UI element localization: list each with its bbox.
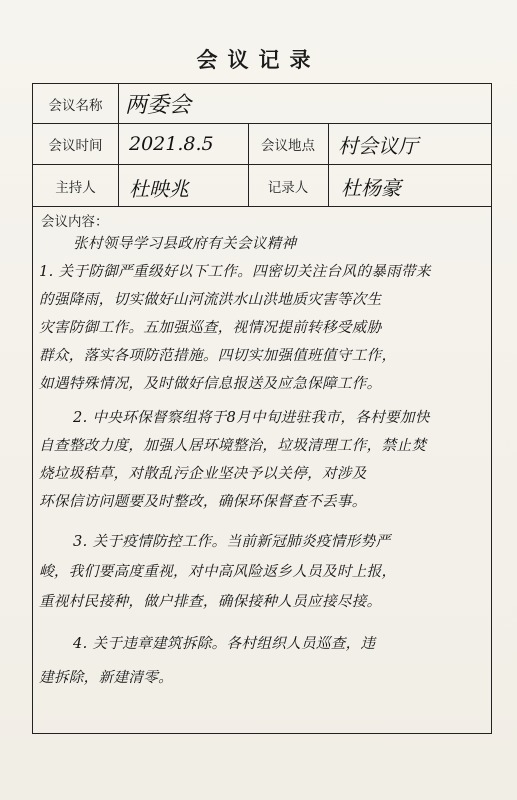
content-line: 重视村民接种，做户排查，确保接种人员应接尽接。 <box>39 593 382 610</box>
value-host: 杜映兆 <box>129 177 189 201</box>
content-line: 的强降雨，切实做好山河流洪水山洪地质灾害等次生 <box>39 291 382 308</box>
label-meeting-content: 会议内容： <box>41 214 109 230</box>
meeting-record-form <box>32 83 492 734</box>
content-line: 1. 关于防御严重级好以下工作。四密切关注台风的暴雨带来 <box>39 263 431 280</box>
divider <box>118 165 119 206</box>
content-line: 自查整改力度，加强人居环境整治，垃圾清理工作，禁止焚 <box>39 437 427 454</box>
value-meeting-place: 村会议厅 <box>338 134 418 158</box>
value-meeting-time: 2021.8.5 <box>129 133 214 155</box>
label-meeting-place: 会议地点 <box>261 138 315 154</box>
row-host-recorder <box>33 165 491 207</box>
content-line: 如遇特殊情况，及时做好信息报送及应急保障工作。 <box>39 375 382 392</box>
content-line: 建拆除，新建清零。 <box>39 669 174 686</box>
content-line: 峻，我们要高度重视，对中高风险返乡人员及时上报， <box>39 563 397 580</box>
divider <box>328 124 329 164</box>
value-recorder: 杜杨豪 <box>341 176 401 200</box>
label-host: 主持人 <box>55 179 96 196</box>
label-meeting-name: 会议名称 <box>48 97 103 114</box>
row-time-place <box>33 124 491 165</box>
content-line: 2. 中央环保督察组将于8月中旬进驻我市，各村要加快 <box>73 409 430 426</box>
page-title: 会议记录 <box>196 47 321 72</box>
content-line: 烧垃圾秸草，对散乱污企业坚决予以关停，对涉及 <box>39 465 367 482</box>
row-meeting-name <box>33 84 491 124</box>
label-meeting-time: 会议时间 <box>48 138 103 154</box>
divider <box>328 165 329 206</box>
content-line: 张村领导学习县政府有关会议精神 <box>73 235 297 252</box>
label-recorder: 记录人 <box>267 179 309 196</box>
divider <box>118 124 119 164</box>
value-meeting-name: 两委会 <box>125 93 192 118</box>
content-line: 灾害防御工作。五加强巡查，视情况提前转移受威胁 <box>39 319 382 336</box>
content-line: 4. 关于违章建筑拆除。各村组织人员巡查，违 <box>73 635 376 652</box>
content-line: 3. 关于疫情防控工作。当前新冠肺炎疫情形势严 <box>73 533 391 550</box>
content-line: 环保信访问题要及时整改，确保环保督查不丢事。 <box>39 493 367 510</box>
content-line: 群众，落实各项防范措施。四切实加强值班值守工作， <box>39 347 397 364</box>
divider <box>118 84 119 123</box>
